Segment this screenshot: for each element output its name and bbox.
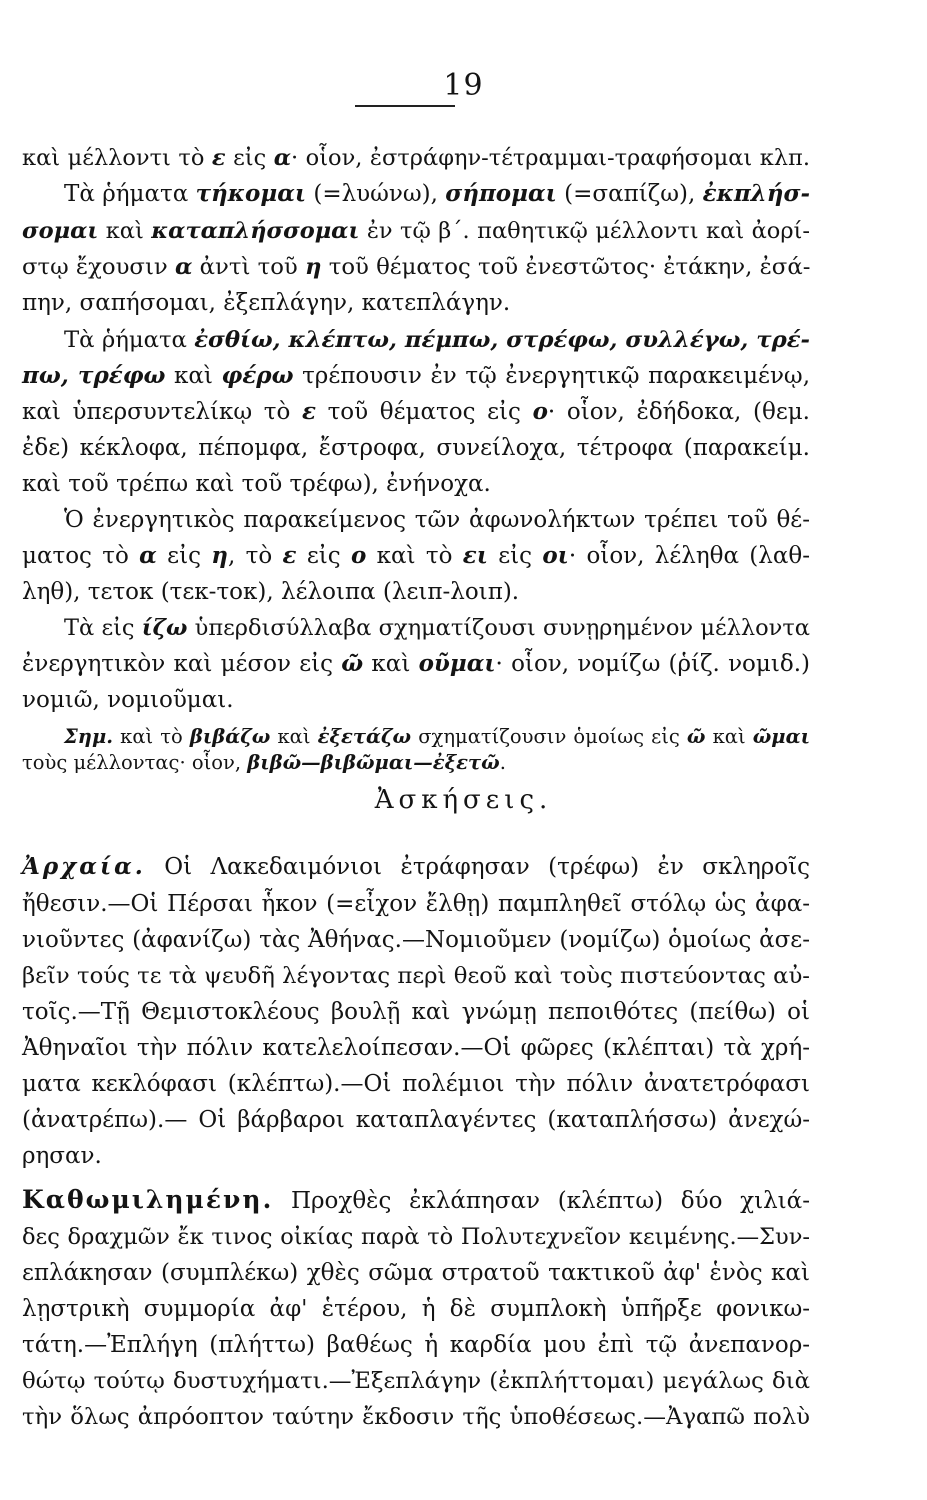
page-number-rule [355, 100, 455, 107]
exercises-heading: Ἀσκήσεις. [374, 785, 553, 815]
archaia-line: ρησαν. [22, 1143, 102, 1169]
archaia-line: βεῖν τούς τε τὰ ψευδῆ λέγοντας περὶ θεοῦ καὶ τοὺς πιστεύοντας αὐ- [22, 963, 810, 989]
text-line: Τὰ ῥήματα ἐσθίω, κλέπτω, πέμπω, στρέφω, συλλέγω, τρέ- [64, 327, 810, 353]
text-line: καὶ μέλλοντι τὸ ε εἰς α· οἷον, ἐστράφην-τέτραμμαι-τραφήσομαι κλπ. [22, 145, 810, 171]
text-line: πω, τρέφω καὶ φέρω τρέπουσιν ἐν τῷ ἐνεργητικῷ παρακειμένῳ, [22, 362, 811, 389]
page-number: 19 [443, 68, 484, 103]
kathomiloumeni-line: θώτῳ τούτῳ δυστυχήματι.—Ἐξεπλάγην (ἐκπλήττομαι) μεγάλως διὰ [22, 1368, 810, 1394]
kathomiloumeni-first-line: Καθωμιλημένη. Προχθὲς ἐκλάπησαν (κλέπτω) δύο χιλιά- [22, 1185, 810, 1214]
text-line: καὶ ὑπερσυντελίκῳ τὸ ε τοῦ θέματος εἰς ο· οἷον, ἐδήδοκα, (θεμ. [22, 398, 810, 425]
archaia-line: νιοῦντες (ἀφανίζω) τὰς Ἀθήνας.—Νομιοῦμεν (νομίζω) ὁμοίως ἀσε- [22, 927, 810, 953]
kathomiloumeni-line: τὴν ὅλως ἀπρόοπτον ταύτην ἔκδοσιν τῆς ὑποθέσεως.—Ἀγαπῶ πολὺ [22, 1404, 810, 1430]
note-line: τοὺς μέλλοντας· οἷον, βιβῶ—βιβῶμαι—ἐξετῶ. [22, 751, 506, 774]
text-line: στῳ ἔχουσιν α ἀντὶ τοῦ η τοῦ θέματος τοῦ ἐνεστῶτος· ἐτάκην, ἐσά- [22, 254, 811, 280]
text-line: ληθ), τετοκ (τεκ-τοκ), λέλοιπα (λειπ-λοιπ). [22, 579, 520, 605]
text-line: σομαι καὶ καταπλήσσομαι ἐν τῷ β΄. παθητικῷ μέλλοντι καὶ ἀορί- [22, 218, 810, 244]
text-line: νομιῶ, νομιοῦμαι. [22, 687, 234, 713]
text-line: καὶ τοῦ τρέπω καὶ τοῦ τρέφω), ἐνήνοχα. [22, 471, 491, 497]
archaia-line: τοῖς.—Τῇ Θεμιστοκλέους βουλῇ καὶ γνώμῃ πεποιθότες (πείθω) οἱ [22, 999, 810, 1025]
archaia-line: ἤθεσιν.—Οἱ Πέρσαι ἧκον (=εἶχον ἔλθῃ) παμπληθεῖ στόλῳ ὡς ἀφα- [22, 891, 810, 917]
note-line: Σημ. καὶ τὸ βιβάζω καὶ ἐξετάζω σχηματίζουσιν ὁμοίως εἰς ῶ καὶ ῶμαι [64, 725, 811, 748]
archaia-line: ματα κεκλόφασι (κλέπτω).—Οἱ πολέμιοι τὴν πόλιν ἀνατετρόφασι [22, 1071, 810, 1097]
archaia-first-line: Ἀρχαία. Οἱ Λακεδαιμόνιοι ἐτράφησαν (τρέφω) ἐν σκληροῖς [22, 853, 810, 880]
kathomiloumeni-label: Καθωμιλημένη. [22, 1185, 274, 1214]
text-line: Τὰ ῥήματα τήκομαι (=λυώνω), σήπομαι (=σαπίζω), ἐκπλήσ- [64, 180, 811, 207]
text-line: ἐνεργητικὸν καὶ μέσον εἰς ῶ καὶ οῦμαι· οἷον, νομίζω (ῥίζ. νομιδ.) [22, 650, 811, 677]
kathomiloumeni-line: λῃστρικὴ συμμορία ἀφ' ἑτέρου, ἡ δὲ συμπλοκὴ ὑπῆρξε φονικω- [22, 1296, 810, 1322]
text-line: ματος τὸ α εἰς η, τὸ ε εἰς ο καὶ τὸ ει εἰς οι· οἷον, λέληθα (λαθ- [22, 542, 811, 569]
text-line: Ὁ ἐνεργητικὸς παρακείμενος τῶν ἀφωνολήκτων τρέπει τοῦ θέ- [64, 507, 810, 533]
kathomiloumeni-line: δες δραχμῶν ἔκ τινος οἰκίας παρὰ τὸ Πολυτεχνεῖον κειμένης.—Συν- [22, 1224, 810, 1250]
text-line: ἐδε) κέκλοφα, πέπομφα, ἔστροφα, συνείλοχα, τέτροφα (παρακείμ. [22, 435, 810, 461]
text-line: Τὰ εἰς ίζω ὑπερδισύλλαβα σχηματίζουσι συνῃρημένον μέλλοντα [64, 615, 810, 641]
kathomiloumeni-line: τάτη.—Ἐπλήγη (πλήττω) βαθέως ἡ καρδία μου ἐπὶ τῷ ἀνεπανορ- [22, 1332, 810, 1358]
text-line: πην, σαπήσομαι, ἐξεπλάγην, κατεπλάγην. [22, 290, 511, 316]
kathomiloumeni-line: επλάκησαν (συμπλέκω) χθὲς σῶμα στρατοῦ τακτικοῦ ἀφ' ἑνὸς καὶ [22, 1260, 810, 1286]
archaia-line: (ἀνατρέπω).— Οἱ βάρβαροι καταπλαγέντες (καταπλήσσω) ἀνεχώ- [22, 1107, 810, 1133]
archaia-label: Ἀρχαία. [22, 853, 146, 880]
archaia-line: Ἀθηναῖοι τὴν πόλιν κατελελοίπεσαν.—Οἱ φῶρες (κλέπται) τὰ χρή- [22, 1035, 810, 1061]
